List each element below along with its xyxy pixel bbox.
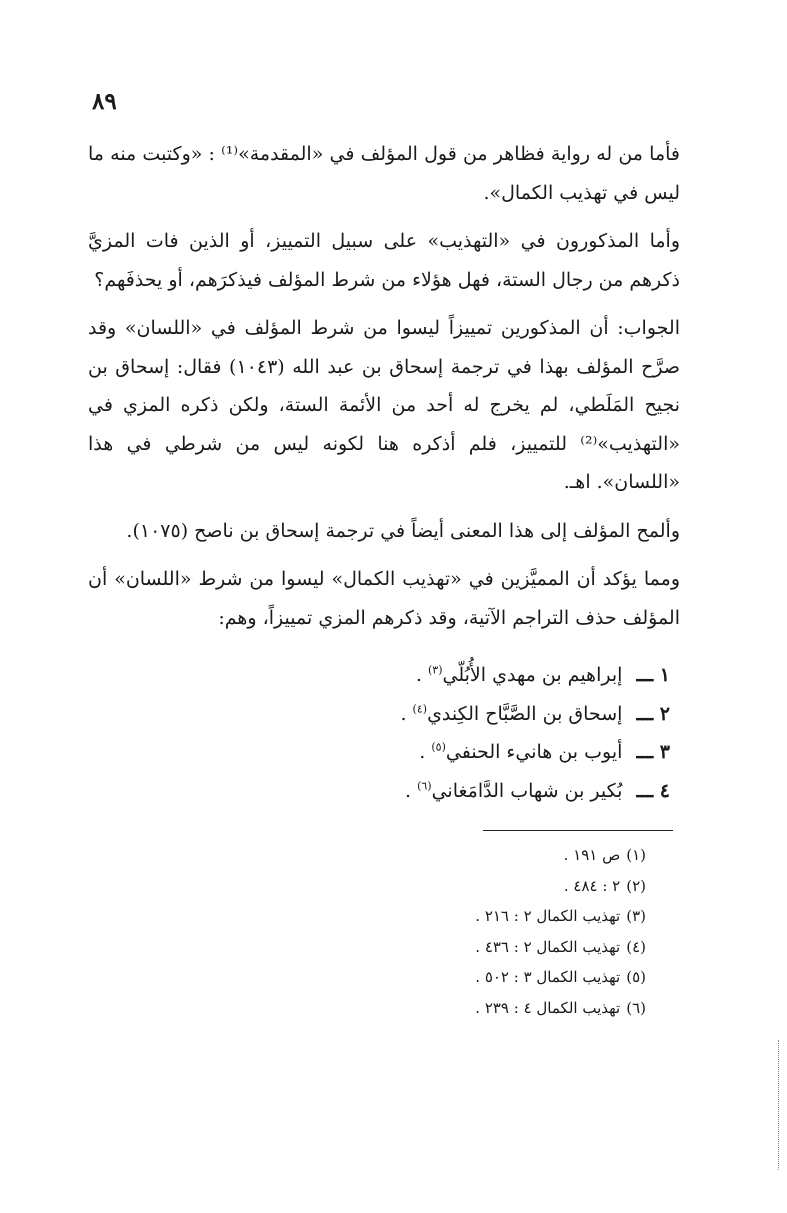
list-end: . <box>400 702 407 725</box>
footnote-number: (٦) <box>626 998 646 1017</box>
list-number: ١ ـــ <box>636 664 670 686</box>
footnote-text: تهذيب الكمال ٢ : ٢١٦ . <box>475 907 621 925</box>
footnote <box>300 901 646 932</box>
footnote-number: (٣) <box>626 907 646 925</box>
paragraph: الجواب: أن المذكورين تمييزاً ليسوا من شرط المؤلف في «اللسان» وقد صرَّح المؤلف بهذا في ترجمة إسحاق بن عبد الله (١٠٤٣) فقال: إسحاق بن نجيح المَلَطي، لم يخرج له أحد من الأئمة الستة، ولكن ذكره المزي في «التهذيب»⁽²⁾ للتمييز، فلم أذكره هنا لكونه ليس من شرطي في هذا «اللسان». اهـ. <box>88 317 680 493</box>
footnote <box>300 871 646 902</box>
list-text: إسحاق بن الصَّبَّاح الكِندي <box>427 702 623 725</box>
list-item <box>88 695 680 734</box>
main-text <box>88 135 680 647</box>
list-end: . <box>419 741 426 763</box>
list-number: ٤ ـــ <box>636 779 670 802</box>
footnote <box>300 962 646 993</box>
list-item <box>88 772 680 811</box>
list-item <box>88 733 680 772</box>
footnote <box>300 993 646 1024</box>
list-number: ٣ ـــ <box>636 741 670 763</box>
paragraph: وأما المذكورون في «التهذيب» على سبيل التمييز، أو الذين فات المزيَّ ذكرهم من رجال الستة، فهل هؤلاء من شرط المؤلف فيذكرَهم، أو يحذفَهم؟ <box>88 230 680 291</box>
list-item <box>88 656 680 695</box>
name-list <box>88 656 680 810</box>
list-text: إبراهيم بن مهدي الأُبُلّي <box>442 664 623 686</box>
footnote-number: (٢) <box>626 876 646 895</box>
paragraph: فأما من له رواية فظاهر من قول المؤلف في «المقدمة»⁽¹⁾ : «وكتبت منه ما ليس في تهذيب الكمال». <box>88 143 680 204</box>
list-text: أيوب بن هانيء الحنفي <box>445 741 623 763</box>
list-number: ٢ ـــ <box>636 702 670 725</box>
footnote <box>300 932 646 963</box>
list-end: . <box>404 779 412 802</box>
footnote <box>300 840 646 871</box>
list-text: بُكير بن شهاب الدَّامَغاني <box>431 779 623 802</box>
footnote-ref: (٤) <box>412 702 428 716</box>
paragraph: ومما يؤكد أن المميَّزين في «تهذيب الكمال» ليسوا من شرط «اللسان» أن المؤلف حذف التراجم الآتية، وقد ذكرهم المزي تمييزاً، وهم: <box>88 568 680 629</box>
footnote-text: تهذيب الكمال ٣ : ٥٠٢ . <box>475 968 621 986</box>
footnote-text: تهذيب الكمال ٢ : ٤٣٦ . <box>475 937 621 956</box>
footnotes <box>300 840 646 1023</box>
footnote-number: (٥) <box>626 968 646 986</box>
paragraph: وألمح المؤلف إلى هذا المعنى أيضاً في ترجمة إسحاق بن ناصح (١٠٧٥). <box>126 519 680 542</box>
footnote-divider <box>483 830 673 831</box>
footnote-number: (٤) <box>626 937 646 956</box>
footnote-ref: (٦) <box>417 779 432 793</box>
footnote-number: (١) <box>626 846 646 864</box>
list-end: . <box>415 664 422 686</box>
footnote-text: ص ١٩١ . <box>563 846 621 864</box>
footnote-text: تهذيب الكمال ٤ : ٢٣٩ . <box>475 998 621 1017</box>
footnote-ref: (٣) <box>427 663 443 677</box>
scan-edge-marks <box>778 1040 779 1170</box>
footnote-ref: (٥) <box>431 740 446 754</box>
page-number: ٨٩ <box>92 88 117 115</box>
footnote-text: ٢ : ٤٨٤ . <box>563 876 621 895</box>
